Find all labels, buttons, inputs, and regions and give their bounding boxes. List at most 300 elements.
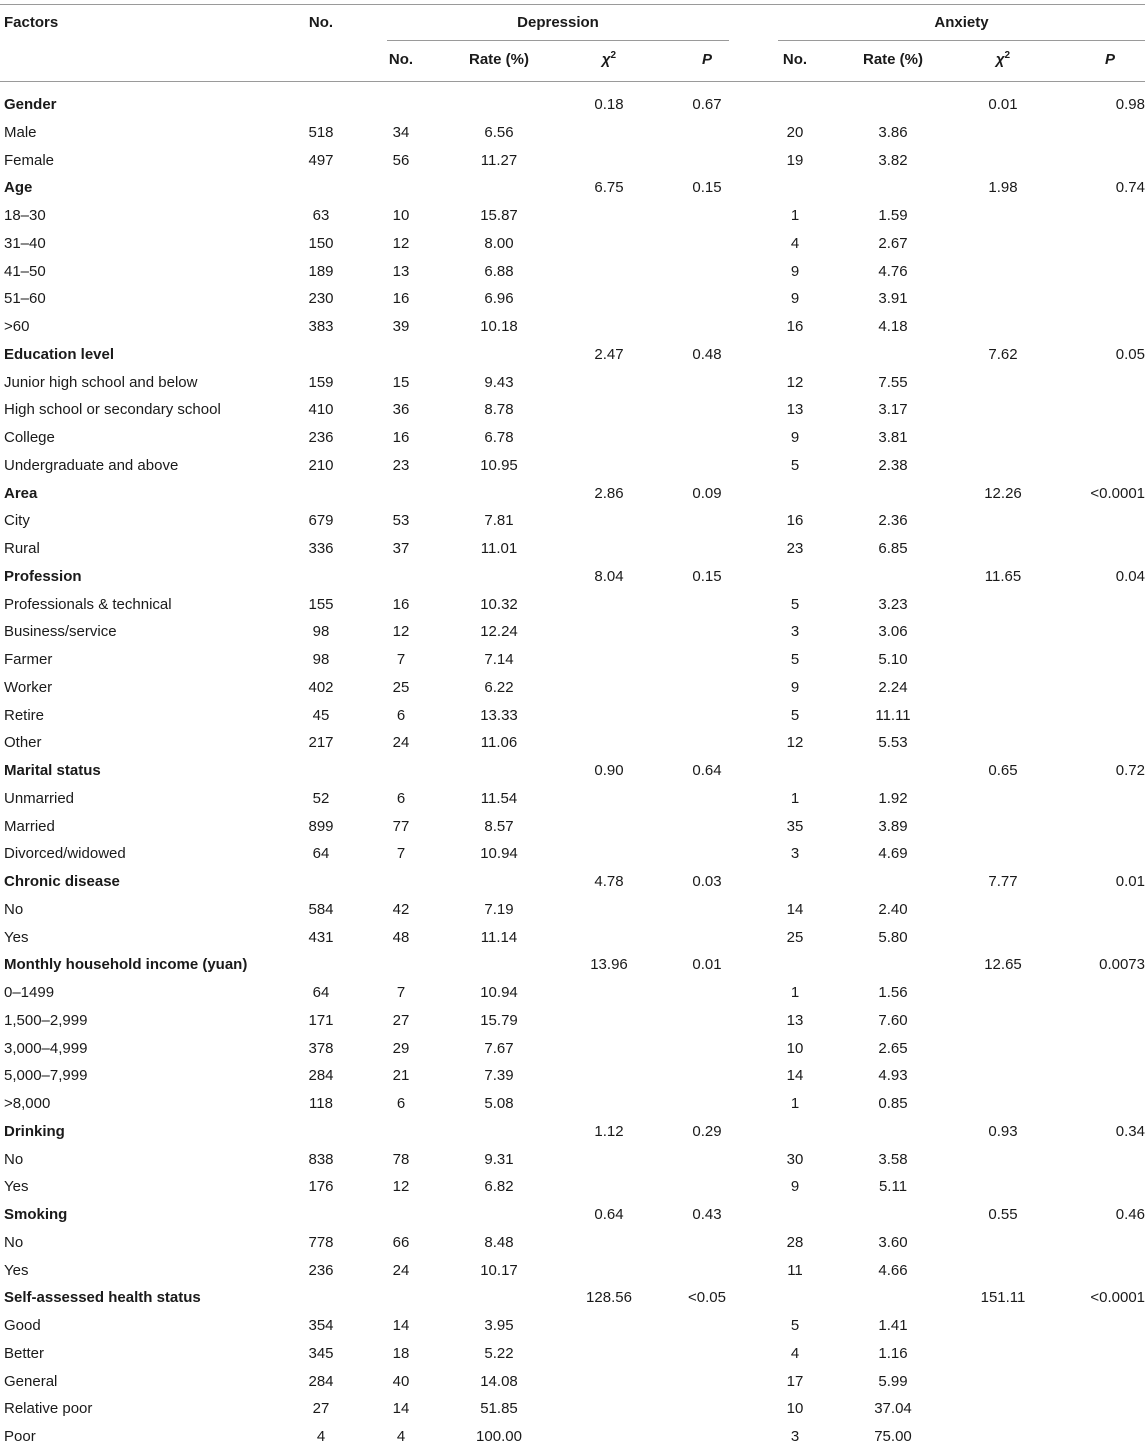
cell-drate: 6.82 bbox=[484, 1178, 514, 1196]
cell-n: 378 bbox=[308, 1039, 334, 1057]
cell-dno: 34 bbox=[392, 123, 410, 141]
cell-n: 64 bbox=[312, 984, 330, 1001]
cell-n: 230 bbox=[308, 290, 334, 308]
cell-drate: 7.19 bbox=[484, 900, 514, 918]
cell-dchi: 8.04 bbox=[594, 567, 624, 585]
depression-group-rule bbox=[387, 40, 729, 41]
cell-arate: 3.82 bbox=[878, 151, 908, 169]
cell-label: Smoking bbox=[4, 1206, 68, 1223]
cell-label: Other bbox=[4, 734, 42, 752]
cell-n: 354 bbox=[308, 1317, 334, 1334]
cell-ap: 0.98 bbox=[1115, 96, 1145, 113]
cell-drate: 7.39 bbox=[484, 1067, 514, 1085]
cell-n: 63 bbox=[312, 207, 330, 224]
cell-achi: 0.93 bbox=[988, 1122, 1018, 1140]
cell-dno: 66 bbox=[392, 1233, 410, 1251]
cell-ano: 35 bbox=[786, 817, 804, 835]
cell-drate: 6.96 bbox=[484, 290, 514, 308]
cell-ano: 13 bbox=[786, 1011, 804, 1029]
cell-ano: 14 bbox=[786, 900, 804, 918]
cell-ano: 3 bbox=[790, 623, 800, 641]
cell-drate: 8.78 bbox=[484, 401, 514, 419]
cell-dno: 78 bbox=[392, 1150, 410, 1168]
cell-n: 45 bbox=[312, 706, 330, 724]
cell-ano: 10 bbox=[786, 1400, 804, 1418]
chi-symbol: χ bbox=[601, 51, 611, 68]
cell-ap: 0.0073 bbox=[1099, 956, 1145, 974]
cell-arate: 7.60 bbox=[878, 1011, 908, 1029]
cell-drate: 6.78 bbox=[484, 429, 514, 446]
cell-ano: 3 bbox=[790, 1428, 800, 1445]
cell-dno: 37 bbox=[392, 540, 410, 557]
cell-ap: 0.34 bbox=[1115, 1122, 1145, 1140]
cell-dp: 0.64 bbox=[692, 762, 722, 779]
cell-drate: 51.85 bbox=[480, 1400, 518, 1418]
cell-arate: 2.40 bbox=[878, 900, 908, 918]
cell-label: Farmer bbox=[4, 651, 53, 668]
cell-arate: 3.17 bbox=[878, 401, 908, 419]
cell-dno: 21 bbox=[392, 1067, 410, 1085]
cell-drate: 9.31 bbox=[484, 1150, 514, 1168]
cell-dno: 12 bbox=[392, 1178, 410, 1196]
cell-ano: 11 bbox=[787, 1261, 803, 1279]
cell-n: 838 bbox=[308, 1150, 334, 1168]
cell-ano: 5 bbox=[790, 1317, 800, 1334]
cell-dno: 7 bbox=[396, 845, 406, 863]
cell-n: 217 bbox=[308, 734, 334, 752]
cell-arate: 4.93 bbox=[878, 1067, 908, 1085]
cell-arate: 1.59 bbox=[878, 207, 908, 224]
cell-dchi: 0.18 bbox=[594, 96, 624, 113]
cell-label: Profession bbox=[4, 567, 82, 585]
cell-drate: 15.87 bbox=[480, 207, 518, 224]
cell-ano: 3 bbox=[790, 845, 800, 863]
cell-n: 410 bbox=[308, 401, 334, 419]
cell-label: Junior high school and below bbox=[4, 373, 198, 391]
cell-label: Married bbox=[4, 817, 55, 835]
cell-label: Age bbox=[4, 179, 33, 197]
cell-dp: 0.29 bbox=[692, 1122, 722, 1140]
cell-arate: 2.65 bbox=[878, 1039, 908, 1057]
cell-dno: 53 bbox=[392, 512, 410, 530]
cell-dno: 77 bbox=[392, 817, 410, 835]
cell-drate: 10.18 bbox=[480, 318, 518, 335]
cell-achi: 0.65 bbox=[988, 762, 1018, 779]
cell-dchi: 6.75 bbox=[594, 179, 624, 197]
cell-arate: 5.80 bbox=[878, 928, 908, 946]
cell-ano: 30 bbox=[786, 1150, 804, 1168]
cell-drate: 11.54 bbox=[480, 789, 518, 807]
cell-ano: 28 bbox=[786, 1233, 804, 1251]
cell-dno: 16 bbox=[392, 290, 410, 308]
cell-achi: 7.77 bbox=[988, 873, 1018, 890]
header-dep-rate: Rate (%) bbox=[468, 51, 529, 68]
cell-dno: 6 bbox=[396, 706, 406, 724]
cell-drate: 10.94 bbox=[480, 845, 518, 863]
header-dep-chi bbox=[569, 51, 649, 68]
cell-label: High school or secondary school bbox=[4, 401, 221, 419]
cell-drate: 8.57 bbox=[484, 817, 514, 835]
cell-arate: 5.10 bbox=[878, 651, 908, 668]
cell-ap: 0.01 bbox=[1115, 873, 1145, 890]
cell-arate: 5.11 bbox=[878, 1178, 908, 1196]
cell-ano: 10 bbox=[786, 1039, 804, 1057]
cell-drate: 10.17 bbox=[480, 1261, 518, 1279]
cell-drate: 6.88 bbox=[484, 262, 514, 280]
cell-ano: 5 bbox=[790, 706, 800, 724]
cell-label: Male bbox=[4, 123, 37, 141]
cell-dp: 0.67 bbox=[692, 96, 722, 113]
cell-n: 171 bbox=[308, 1011, 334, 1029]
cell-drate: 7.14 bbox=[484, 651, 514, 668]
cell-dno: 36 bbox=[392, 401, 410, 419]
cell-label: City bbox=[4, 512, 30, 530]
cell-arate: 4.69 bbox=[878, 845, 908, 863]
cell-ano: 17 bbox=[786, 1372, 804, 1390]
cell-label: Gender bbox=[4, 96, 57, 113]
cell-achi: 0.55 bbox=[988, 1206, 1018, 1223]
cell-dchi: 2.47 bbox=[594, 345, 624, 363]
cell-arate: 1.16 bbox=[878, 1344, 908, 1362]
cell-label: Rural bbox=[4, 540, 40, 557]
cell-ap: <0.0001 bbox=[1090, 1289, 1145, 1307]
cell-label: Yes bbox=[4, 1261, 29, 1279]
cell-ano: 20 bbox=[786, 123, 804, 141]
cell-dchi: 0.64 bbox=[594, 1206, 624, 1223]
header-dep-p: P bbox=[701, 51, 712, 68]
cell-label: Business/service bbox=[4, 623, 117, 641]
cell-n: 118 bbox=[309, 1095, 333, 1112]
cell-drate: 6.22 bbox=[484, 678, 514, 696]
cell-label: Monthly household income (yuan) bbox=[4, 956, 248, 974]
cell-label: General bbox=[4, 1372, 58, 1390]
cell-drate: 11.01 bbox=[480, 540, 518, 557]
cell-dno: 10 bbox=[392, 207, 410, 224]
cell-dno: 4 bbox=[396, 1428, 406, 1445]
cell-ano: 9 bbox=[790, 1178, 800, 1196]
header-anx-no: No. bbox=[782, 51, 808, 68]
cell-n: 52 bbox=[312, 789, 330, 807]
cell-dno: 24 bbox=[392, 1261, 410, 1279]
cell-ano: 16 bbox=[786, 512, 804, 530]
cell-label: Self-assessed health status bbox=[4, 1289, 201, 1307]
cell-label: Female bbox=[4, 151, 55, 169]
cell-drate: 11.27 bbox=[480, 151, 518, 169]
cell-dno: 6 bbox=[396, 1095, 406, 1112]
cell-ano: 25 bbox=[786, 928, 804, 946]
cell-ano: 16 bbox=[786, 318, 804, 335]
cell-ano: 1 bbox=[790, 1095, 800, 1112]
cell-n: 383 bbox=[308, 318, 334, 335]
cell-n: 899 bbox=[308, 817, 334, 835]
cell-label: No bbox=[4, 900, 24, 918]
cell-achi: 0.01 bbox=[988, 96, 1018, 113]
cell-n: 176 bbox=[308, 1178, 334, 1196]
cell-n: 64 bbox=[312, 845, 330, 863]
cell-dp: 0.03 bbox=[692, 873, 722, 890]
cell-dno: 14 bbox=[392, 1400, 410, 1418]
cell-achi: 1.98 bbox=[988, 179, 1018, 197]
cell-n: 518 bbox=[308, 123, 334, 141]
cell-dno: 6 bbox=[396, 789, 406, 807]
cell-n: 336 bbox=[308, 540, 334, 557]
cell-arate: 5.99 bbox=[878, 1372, 908, 1390]
cell-drate: 9.43 bbox=[484, 373, 514, 391]
cell-dno: 16 bbox=[392, 595, 410, 613]
cell-n: 98 bbox=[312, 623, 330, 641]
cell-dno: 24 bbox=[392, 734, 410, 752]
cell-drate: 10.95 bbox=[480, 456, 518, 474]
cell-n: 159 bbox=[308, 373, 334, 391]
cell-label: Worker bbox=[4, 678, 53, 696]
cell-drate: 8.00 bbox=[484, 234, 514, 252]
cell-ano: 4 bbox=[790, 1344, 800, 1362]
cell-ano: 19 bbox=[786, 151, 804, 169]
cell-dno: 48 bbox=[392, 928, 410, 946]
cell-ap: 0.46 bbox=[1115, 1206, 1145, 1223]
header-anx-p: P bbox=[1104, 51, 1115, 68]
cell-drate: 100.00 bbox=[476, 1428, 522, 1445]
header-anxiety: Anxiety bbox=[934, 14, 989, 31]
cell-drate: 3.95 bbox=[484, 1317, 514, 1334]
cell-label: Yes bbox=[4, 928, 29, 946]
cell-drate: 15.79 bbox=[480, 1011, 518, 1029]
cell-dp: 0.09 bbox=[692, 484, 722, 502]
cell-label: 3,000–4,999 bbox=[4, 1039, 88, 1057]
cell-achi: 7.62 bbox=[988, 345, 1018, 363]
cell-achi: 151.11 bbox=[980, 1289, 1026, 1307]
cell-dchi: 13.96 bbox=[590, 956, 628, 974]
cell-drate: 11.14 bbox=[480, 928, 518, 946]
cell-drate: 13.33 bbox=[480, 706, 518, 724]
cell-ano: 9 bbox=[790, 290, 800, 308]
cell-n: 345 bbox=[308, 1344, 334, 1362]
cell-label: Good bbox=[4, 1317, 41, 1334]
cell-arate: 4.18 bbox=[878, 318, 908, 335]
cell-arate: 7.55 bbox=[878, 373, 908, 391]
cell-arate: 3.89 bbox=[878, 817, 908, 835]
cell-dp: 0.15 bbox=[692, 567, 722, 585]
cell-label: Drinking bbox=[4, 1122, 65, 1140]
cell-ano: 4 bbox=[790, 234, 800, 252]
cell-n: 284 bbox=[308, 1372, 334, 1390]
cell-arate: 1.41 bbox=[878, 1317, 908, 1334]
cell-dno: 25 bbox=[392, 678, 410, 696]
cell-dchi: 0.90 bbox=[594, 762, 624, 779]
cell-dno: 42 bbox=[392, 900, 410, 918]
cell-label: 1,500–2,999 bbox=[4, 1011, 88, 1029]
cell-label: Poor bbox=[4, 1428, 36, 1445]
header-dep-no: No. bbox=[388, 51, 414, 68]
chi-symbol: χ bbox=[995, 51, 1005, 68]
cell-n: 584 bbox=[308, 900, 334, 918]
cell-arate: 2.36 bbox=[878, 512, 908, 530]
cell-label: Undergraduate and above bbox=[4, 456, 179, 474]
cell-arate: 6.85 bbox=[878, 540, 908, 557]
cell-n: 4 bbox=[316, 1428, 326, 1445]
cell-ap: 0.05 bbox=[1115, 345, 1145, 363]
cell-arate: 4.66 bbox=[878, 1261, 908, 1279]
cell-n: 98 bbox=[312, 651, 330, 668]
cell-ap: 0.72 bbox=[1115, 762, 1145, 779]
cell-label: Retire bbox=[4, 706, 45, 724]
cell-dno: 29 bbox=[392, 1039, 410, 1057]
cell-label: Marital status bbox=[4, 762, 101, 779]
cell-label: Area bbox=[4, 484, 38, 502]
cell-arate: 5.53 bbox=[878, 734, 908, 752]
cell-ano: 9 bbox=[790, 429, 800, 446]
cell-ap: <0.0001 bbox=[1090, 484, 1145, 502]
cell-dchi: 1.12 bbox=[594, 1122, 624, 1140]
cell-dchi: 128.56 bbox=[586, 1289, 632, 1307]
cell-dno: 27 bbox=[392, 1011, 410, 1029]
cell-dchi: 2.86 bbox=[594, 484, 624, 502]
cell-dno: 56 bbox=[392, 151, 410, 169]
chi-sup: 2 bbox=[1004, 50, 1011, 61]
cell-n: 497 bbox=[308, 151, 334, 169]
cell-n: 150 bbox=[308, 234, 334, 252]
cell-arate: 37.04 bbox=[874, 1400, 912, 1418]
cell-drate: 8.48 bbox=[484, 1233, 514, 1251]
cell-label: 0–1499 bbox=[4, 984, 55, 1001]
cell-arate: 3.60 bbox=[878, 1233, 908, 1251]
cell-n: 155 bbox=[308, 595, 334, 613]
cell-arate: 3.23 bbox=[878, 595, 908, 613]
cell-ano: 14 bbox=[786, 1067, 804, 1085]
cell-drate: 7.81 bbox=[484, 512, 514, 530]
cell-ano: 9 bbox=[790, 262, 800, 280]
cell-ap: 0.04 bbox=[1115, 567, 1145, 585]
cell-dno: 23 bbox=[392, 456, 410, 474]
cell-ano: 1 bbox=[790, 207, 800, 224]
cell-arate: 4.76 bbox=[878, 262, 908, 280]
cell-ano: 13 bbox=[786, 401, 804, 419]
cell-label: No bbox=[4, 1233, 24, 1251]
cell-dp: <0.05 bbox=[688, 1289, 726, 1307]
cell-arate: 1.92 bbox=[878, 789, 908, 807]
cell-drate: 5.08 bbox=[484, 1095, 514, 1112]
cell-ap: 0.74 bbox=[1115, 179, 1145, 197]
cell-n: 210 bbox=[308, 456, 334, 474]
cell-drate: 7.67 bbox=[484, 1039, 514, 1057]
cell-label: 51–60 bbox=[4, 290, 46, 308]
cell-label: 18–30 bbox=[4, 207, 46, 224]
cell-ano: 12 bbox=[786, 373, 804, 391]
cell-arate: 1.56 bbox=[878, 984, 908, 1001]
cell-drate: 14.08 bbox=[480, 1372, 518, 1390]
cell-dno: 40 bbox=[392, 1372, 410, 1390]
cell-dno: 7 bbox=[396, 651, 406, 668]
cell-dno: 12 bbox=[392, 234, 410, 252]
cell-dno: 12 bbox=[392, 623, 410, 641]
cell-label: No bbox=[4, 1150, 24, 1168]
cell-arate: 0.85 bbox=[878, 1095, 908, 1112]
cell-ano: 1 bbox=[790, 984, 800, 1001]
header-bottom-rule bbox=[0, 81, 1145, 82]
cell-arate: 3.91 bbox=[878, 290, 908, 308]
cell-n: 284 bbox=[308, 1067, 334, 1085]
cell-n: 236 bbox=[308, 1261, 334, 1279]
cell-dno: 15 bbox=[392, 373, 410, 391]
cell-n: 402 bbox=[308, 678, 334, 696]
cell-dno: 13 bbox=[392, 262, 410, 280]
cell-ano: 9 bbox=[790, 678, 800, 696]
cell-n: 778 bbox=[308, 1233, 334, 1251]
cell-label: Relative poor bbox=[4, 1400, 93, 1418]
header-top-rule bbox=[0, 4, 1145, 5]
header-no: No. bbox=[308, 14, 334, 31]
cell-ano: 5 bbox=[790, 456, 800, 474]
cell-arate: 2.24 bbox=[878, 678, 908, 696]
cell-label: Chronic disease bbox=[4, 873, 120, 890]
cell-arate: 11.11 bbox=[875, 706, 911, 724]
cell-ano: 5 bbox=[790, 595, 800, 613]
header-anx-chi bbox=[963, 51, 1043, 68]
cell-label: >8,000 bbox=[4, 1095, 51, 1112]
cell-achi: 11.65 bbox=[984, 567, 1022, 585]
cell-label: 31–40 bbox=[4, 234, 46, 252]
cell-ano: 5 bbox=[790, 651, 800, 668]
cell-ano: 1 bbox=[790, 789, 800, 807]
cell-n: 679 bbox=[308, 512, 334, 530]
cell-drate: 10.32 bbox=[480, 595, 518, 613]
anxiety-group-rule bbox=[778, 40, 1145, 41]
chi-sup: 2 bbox=[610, 50, 617, 61]
cell-dno: 18 bbox=[392, 1344, 410, 1362]
cell-label: Better bbox=[4, 1344, 45, 1362]
cell-drate: 5.22 bbox=[484, 1344, 514, 1362]
cell-arate: 3.58 bbox=[878, 1150, 908, 1168]
cell-drate: 11.06 bbox=[480, 734, 518, 752]
cell-arate: 2.38 bbox=[878, 456, 908, 474]
cell-dp: 0.48 bbox=[692, 345, 722, 363]
cell-arate: 3.86 bbox=[878, 123, 908, 141]
cell-dp: 0.15 bbox=[692, 179, 722, 197]
cell-dno: 14 bbox=[392, 1317, 410, 1334]
cell-dno: 39 bbox=[392, 318, 410, 335]
cell-arate: 2.67 bbox=[878, 234, 908, 252]
cell-dp: 0.01 bbox=[692, 956, 722, 974]
cell-ano: 12 bbox=[786, 734, 804, 752]
cell-label: Yes bbox=[4, 1178, 29, 1196]
cell-label: 41–50 bbox=[4, 262, 46, 280]
cell-drate: 10.94 bbox=[480, 984, 518, 1001]
cell-label: Divorced/widowed bbox=[4, 845, 126, 863]
header-factors: Factors bbox=[4, 14, 59, 31]
cell-n: 236 bbox=[308, 429, 334, 446]
cell-n: 189 bbox=[308, 262, 334, 280]
cell-label: College bbox=[4, 429, 55, 446]
cell-n: 431 bbox=[308, 928, 334, 946]
cell-dno: 7 bbox=[396, 984, 406, 1001]
cell-dno: 16 bbox=[392, 429, 410, 446]
cell-label: >60 bbox=[4, 318, 30, 335]
cell-achi: 12.26 bbox=[984, 484, 1022, 502]
header-depression: Depression bbox=[517, 14, 599, 31]
cell-label: Professionals & technical bbox=[4, 595, 172, 613]
cell-label: Education level bbox=[4, 345, 115, 363]
cell-drate: 12.24 bbox=[480, 623, 518, 641]
cell-dchi: 4.78 bbox=[594, 873, 624, 890]
cell-ano: 23 bbox=[786, 540, 804, 557]
cell-label: 5,000–7,999 bbox=[4, 1067, 88, 1085]
cell-achi: 12.65 bbox=[984, 956, 1022, 974]
cell-label: Unmarried bbox=[4, 789, 75, 807]
cell-drate: 6.56 bbox=[484, 123, 514, 141]
cell-arate: 3.81 bbox=[878, 429, 908, 446]
cell-dp: 0.43 bbox=[692, 1206, 722, 1223]
cell-arate: 3.06 bbox=[878, 623, 908, 641]
